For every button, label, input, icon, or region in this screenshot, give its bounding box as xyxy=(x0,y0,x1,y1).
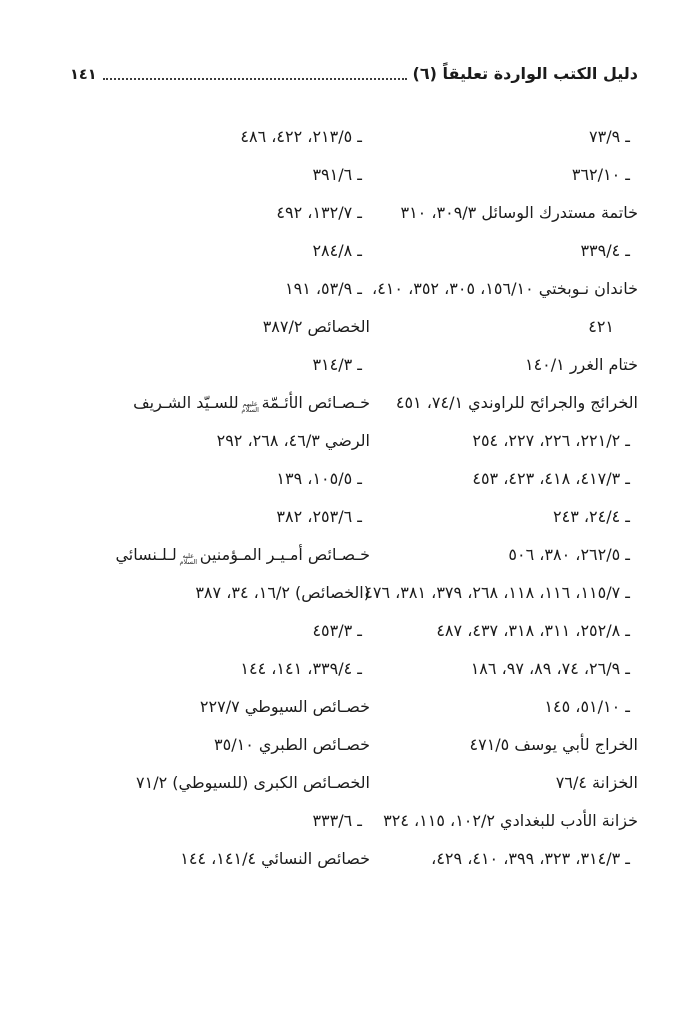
entry-text: الخرائج والجرائح للراوندي ٧٤/١، ٤٥١ xyxy=(395,393,638,412)
entry-text: خاندان نـوبختي ١٥٦/١٠، ٣٠٥، ٣٥٢، ٤١٠، xyxy=(372,279,638,298)
index-entry xyxy=(380,460,638,498)
page-number: ١٤١ xyxy=(70,66,97,83)
entry-text: خصـائص الطبري ٣٥/١٠ xyxy=(214,735,370,754)
index-entry xyxy=(380,384,638,422)
index-entry xyxy=(380,802,638,840)
index-entry xyxy=(108,270,370,308)
dotted-leader xyxy=(103,78,407,80)
entry-text: الخصـائص الكبرى (للسيوطي) ٧١/٢ xyxy=(136,773,370,792)
honorific-mark: عليهم السلام xyxy=(241,400,259,414)
index-entry xyxy=(108,422,370,460)
index-entry xyxy=(108,726,370,764)
index-column-right xyxy=(364,118,638,878)
index-entry xyxy=(108,840,370,878)
index-entry xyxy=(108,384,370,422)
index-entry xyxy=(380,840,638,878)
entry-text: ـ ٢٢١/٢، ٢٢٦، ٢٢٧، ٢٥٤ xyxy=(472,431,630,450)
index-entry xyxy=(380,194,638,232)
index-entry xyxy=(108,498,370,536)
index-entry xyxy=(380,536,638,574)
entry-text: ـ ٢٤/٤، ٢٤٣ xyxy=(553,507,630,526)
index-entry xyxy=(380,498,638,536)
entry-text: ـ ١١٥/٧، ١١٦، ١١٨، ٢٦٨، ٣٧٩، ٣٨١، ٤٧٦ xyxy=(364,583,630,602)
entry-text: ـ ٣٩١/٦ xyxy=(312,165,362,184)
entry-text: ـ ٢٨٤/٨ xyxy=(312,241,362,260)
entry-text: خصـائص السيوطي ٢٢٧/٧ xyxy=(199,697,370,716)
entry-text: ـ ٥١/١٠، ١٤٥ xyxy=(544,697,630,716)
entry-text: الخزانة ٧٦/٤ xyxy=(555,773,638,792)
index-entry xyxy=(108,308,370,346)
index-entry xyxy=(380,156,638,194)
entry-text: الرضي ٤٦/٣، ٢٦٨، ٢٩٢ xyxy=(216,431,370,450)
entry-text: ـ ٣٣٣/٦ xyxy=(312,811,362,830)
entry-text: ـ ٢٦٢/٥، ٣٨٠، ٥٠٦ xyxy=(508,545,630,564)
header-title: دليل الكتب الواردة تعليقاً (٦) xyxy=(412,64,638,83)
entry-text: ـ ٣٣٩/٤ xyxy=(580,241,630,260)
index-entry xyxy=(108,194,370,232)
entry-text: خزانة الأدب للبغدادي ١٠٢/٢، ١١٥، ٣٢٤ xyxy=(383,811,638,830)
entry-text: ٤٢١ xyxy=(588,317,614,336)
entry-text: للسـيّد الشـريف xyxy=(133,393,239,412)
index-entry xyxy=(380,650,638,688)
entry-text: ـ ٣١٤/٣ xyxy=(312,355,362,374)
index-entry xyxy=(380,612,638,650)
entry-text: الخراج لأبي يوسف ٤٧١/٥ xyxy=(469,735,638,754)
index-entry xyxy=(380,726,638,764)
index-entry xyxy=(364,574,638,612)
entry-text: ـ ١٣٢/٧، ٤٩٢ xyxy=(276,203,362,222)
entry-text: ـ ٧٣/٩ xyxy=(589,127,630,146)
entry-text: خـصـائص الأئـمّة xyxy=(261,393,370,412)
index-column-left xyxy=(108,118,370,878)
index-entry xyxy=(108,574,370,612)
index-entry xyxy=(380,764,638,802)
index-entry xyxy=(108,764,370,802)
index-entry xyxy=(108,156,370,194)
index-entry xyxy=(108,460,370,498)
entry-text: ـ ٣٣٩/٤، ١٤١، ١٤٤ xyxy=(240,659,362,678)
entry-text: ـ ٢٥٢/٨، ٣١١، ٣١٨، ٤٣٧، ٤٨٧ xyxy=(436,621,630,640)
index-entry xyxy=(372,270,638,308)
index-entry xyxy=(380,346,638,384)
index-columns xyxy=(108,118,638,878)
entry-text: ـ ٣٦٢/١٠ xyxy=(571,165,630,184)
index-entry xyxy=(108,536,370,574)
index-entry xyxy=(380,308,638,346)
entry-text: ـ ٢٥٣/٦، ٣٨٢ xyxy=(276,507,362,526)
index-entry xyxy=(108,650,370,688)
entry-text: خـصـائص أمـيـر المـؤمنين xyxy=(199,545,370,564)
entry-text: ـ ٣١٤/٣، ٣٢٣، ٣٩٩، ٤١٠، ٤٢٩، xyxy=(431,849,630,868)
index-entry xyxy=(108,232,370,270)
index-entry xyxy=(380,118,638,156)
entry-text: ـ ٥٣/٩، ١٩١ xyxy=(285,279,362,298)
entry-text: (الخصائص) ١٦/٢، ٣٤، ٣٨٧ xyxy=(195,583,370,602)
index-entry xyxy=(108,612,370,650)
entry-text: لـلـنسائي xyxy=(115,545,177,564)
entry-text: خصائص النسائي ١٤١/٤، ١٤٤ xyxy=(180,849,370,868)
entry-text: ـ ٤١٧/٣، ٤١٨، ٤٢٣، ٤٥٣ xyxy=(472,469,630,488)
entry-text: ـ ٤٥٣/٣ xyxy=(312,621,362,640)
entry-text: الخصائص ٣٨٧/٢ xyxy=(262,317,370,336)
entry-text: خاتمة مستدرك الوسائل ٣٠٩/٣، ٣١٠ xyxy=(400,203,638,222)
index-entry xyxy=(108,802,370,840)
index-entry xyxy=(380,688,638,726)
entry-text: ـ ٢٦/٩، ٧٤، ٨٩، ٩٧، ١٨٦ xyxy=(470,659,630,678)
index-entry xyxy=(380,422,638,460)
honorific-mark: عليه السلام xyxy=(179,552,198,566)
index-entry xyxy=(380,232,638,270)
entry-text: ـ ١٠٥/٥، ١٣٩ xyxy=(276,469,362,488)
index-entry xyxy=(108,346,370,384)
index-entry xyxy=(108,688,370,726)
entry-text: ختام الغرر ١٤٠/١ xyxy=(524,355,638,374)
running-header xyxy=(70,64,638,84)
index-entry xyxy=(108,118,370,156)
entry-text: ـ ٢١٣/٥، ٤٢٢، ٤٨٦ xyxy=(240,127,362,146)
